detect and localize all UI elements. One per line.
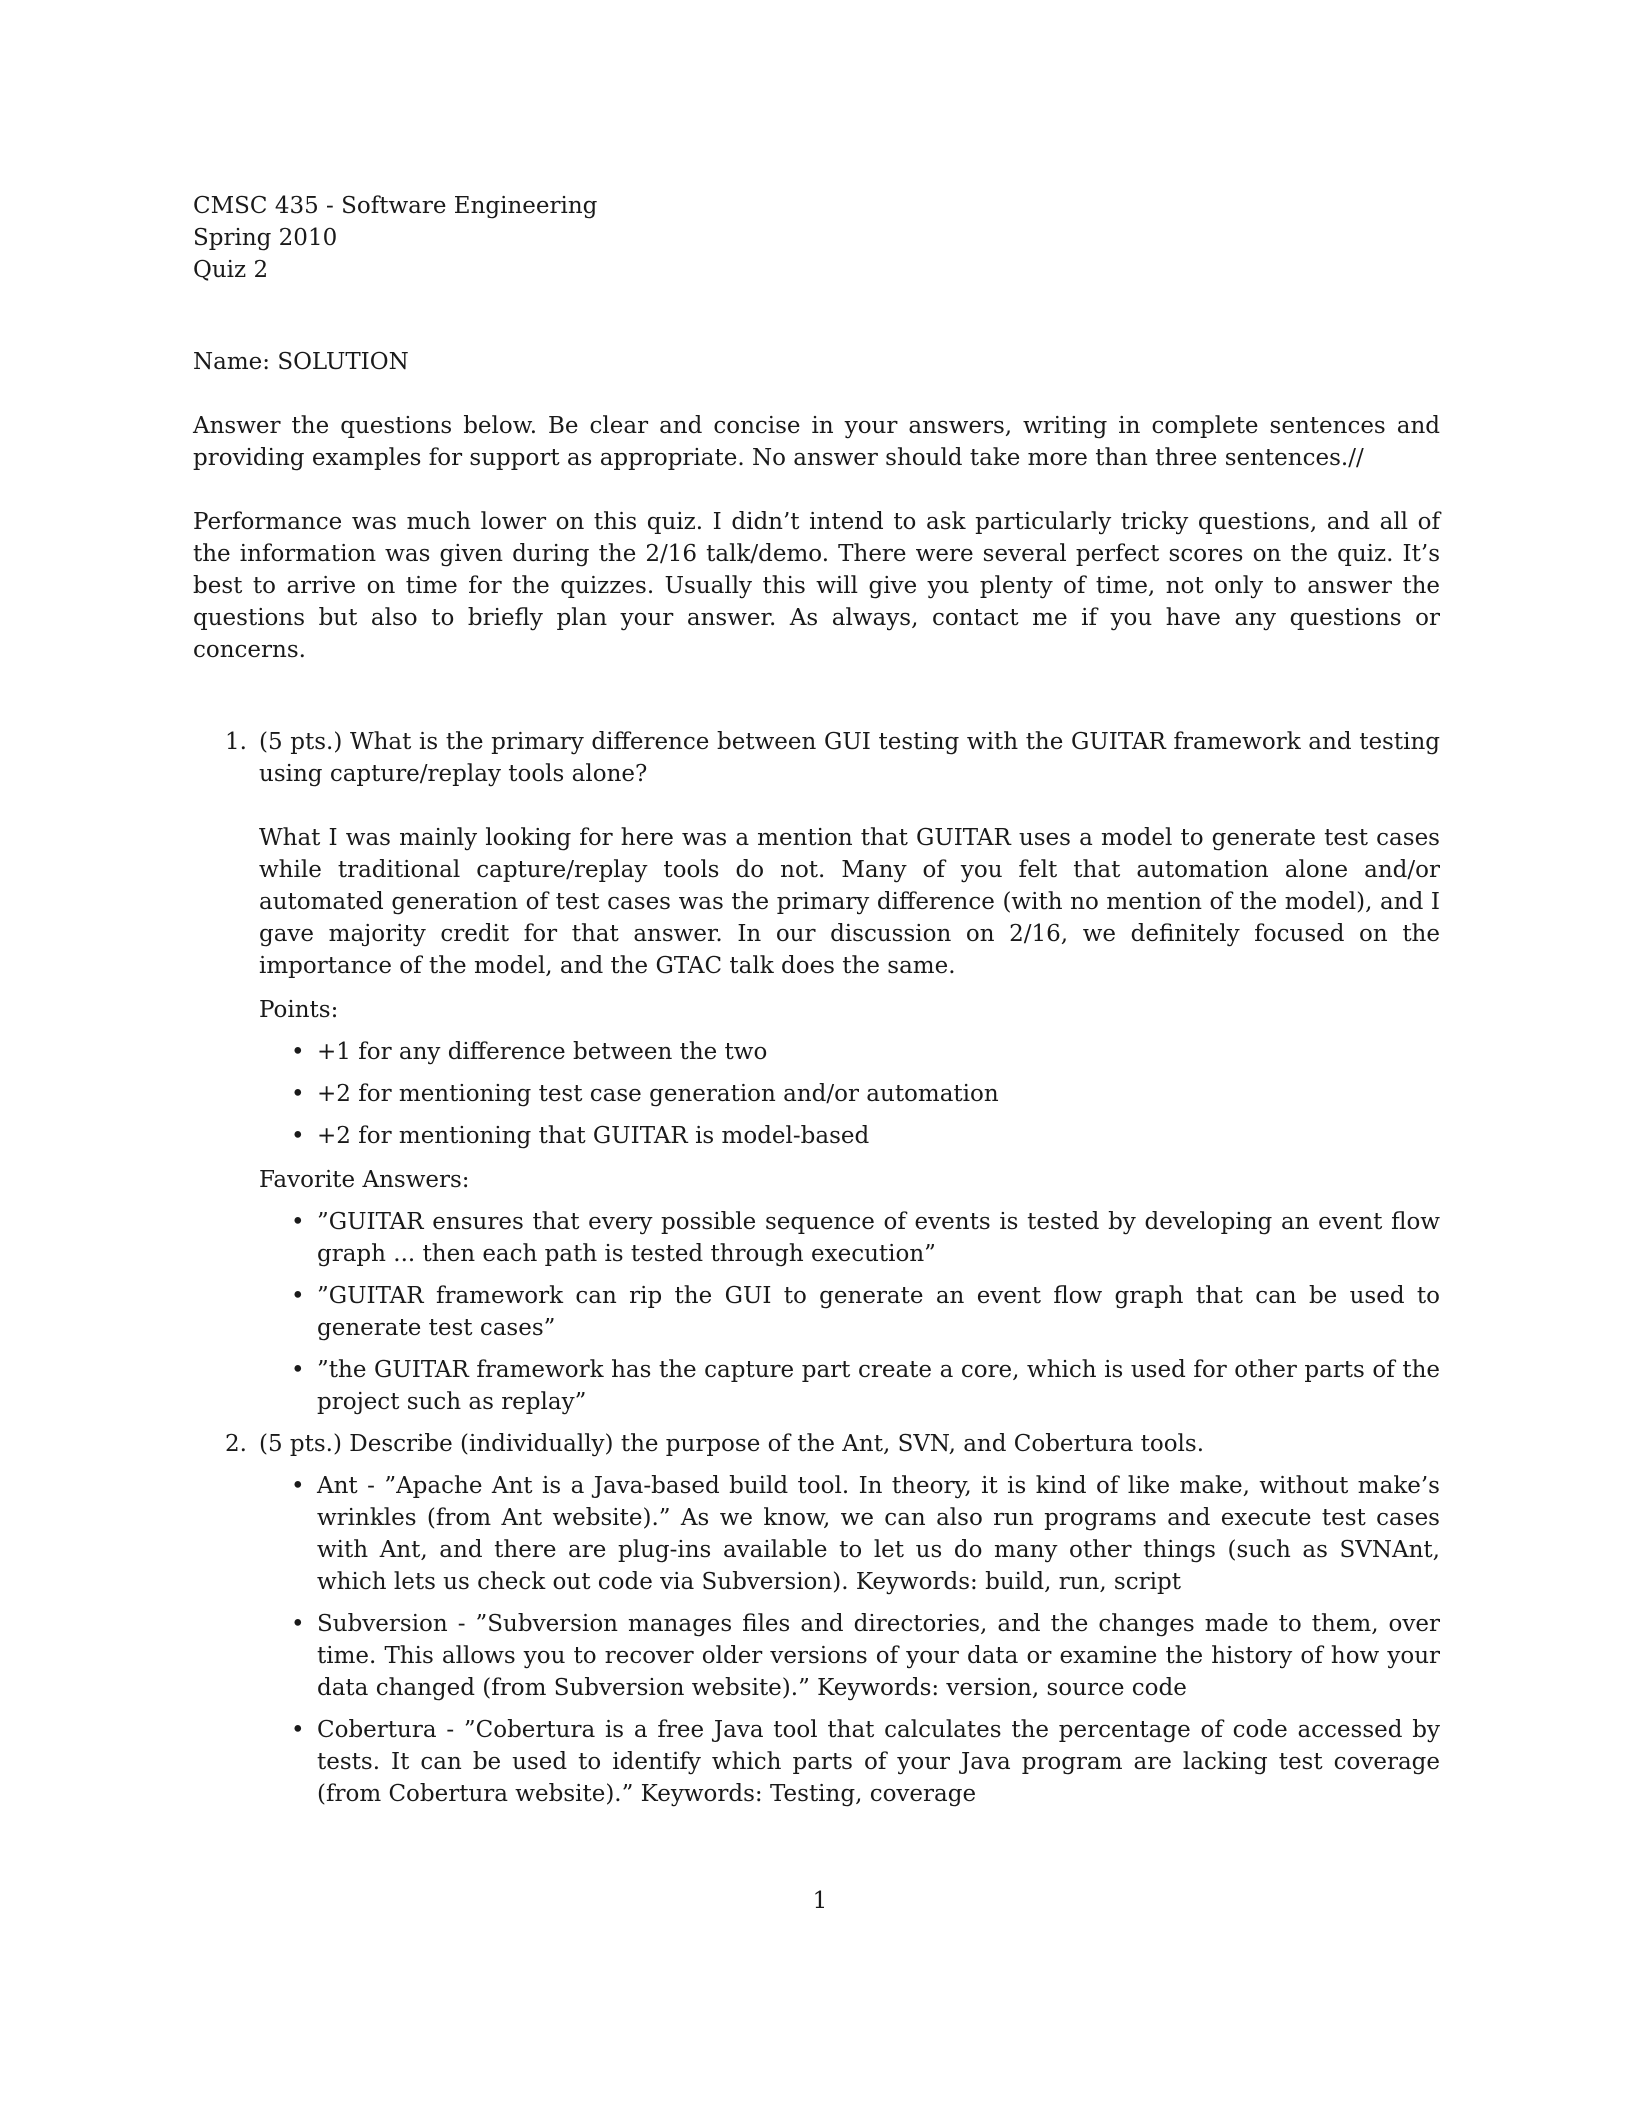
- instructions-paragraph: Answer the questions below. Be clear and concise in your answers, writing in complete sentences and providing examples for support as appropriate. No answer should take more than three sentences.//: [193, 413, 1440, 471]
- tools-list: [259, 1470, 1440, 1810]
- list-item: • ”GUITAR framework can rip the GUI to generate an event flow graph that can be used to generate test cases”: [317, 1280, 1440, 1344]
- list-item: • Ant - ”Apache Ant is a Java-based build tool. In theory, it is kind of like make, without make’s wrinkles (from Ant website).” As we know, we can also run programs and execute test cases with Ant, and there are plug-ins available to let us do many other things (such as SVNAnt, which lets us check out code via Subversion). Keywords: build, run, script: [317, 1470, 1440, 1598]
- answer-text: What I was mainly looking for here was a mention that GUITAR uses a model to generate test cases while traditional capture/replay tools do not. Many of you felt that automation alone and/or automated generation of test cases was the primary difference (with no mention of the model), and I gave majority credit for that answer. In our discussion on 2/16, we definitely focused on the importance of the model, and the GTAC talk does the same.: [259, 825, 1440, 979]
- performance-paragraph: Performance was much lower on this quiz. I didn’t intend to ask particularly tricky questions, and all of the information was given during the 2/16 talk/demo. There were several perfect scores on the quiz. It’s best to arrive on time for the quizzes. Usually this will give you plenty of time, not only to answer the questions but also to briefly plan your answer. As always, contact me if you have any questions or concerns.: [193, 509, 1440, 663]
- favorites-list: [259, 1206, 1440, 1418]
- favorites-heading: Favorite Answers:: [259, 1167, 470, 1193]
- term: Spring 2010: [193, 225, 338, 251]
- question-number: 2.: [225, 1431, 247, 1457]
- points-heading: Points:: [259, 997, 339, 1023]
- question-2: [193, 1428, 1440, 1810]
- list-item: • +2 for mentioning test case generation and/or automation: [317, 1078, 1440, 1110]
- course-title: CMSC 435 - Software Engineering: [193, 193, 598, 219]
- list-item: • ”GUITAR ensures that every possible sequence of events is tested by developing an event flow graph ... then each path is tested through execution”: [317, 1206, 1440, 1270]
- quiz-title: Quiz 2: [193, 257, 269, 283]
- list-item: • ”the GUITAR framework has the capture part create a core, which is used for other parts of the project such as replay”: [317, 1354, 1440, 1418]
- course-header: [193, 190, 1440, 286]
- points-list: [259, 1036, 1440, 1152]
- list-item: • Cobertura - ”Cobertura is a free Java tool that calculates the percentage of code accessed by tests. It can be used to identify which parts of your Java program are lacking test coverage (from Cobertura website).” Keywords: Testing, coverage: [317, 1714, 1440, 1810]
- question-text: (5 pts.) What is the primary difference between GUI testing with the GUITAR framework and testing using capture/replay tools alone?: [259, 729, 1440, 787]
- list-item: • +1 for any difference between the two: [317, 1036, 1440, 1068]
- question-number: 1.: [225, 729, 247, 755]
- question-text: (5 pts.) Describe (individually) the purpose of the Ant, SVN, and Cobertura tools.: [259, 1431, 1205, 1457]
- page-number: 1: [812, 1888, 828, 1914]
- question-1: [193, 726, 1440, 1418]
- list-item: • Subversion - ”Subversion manages files and directories, and the changes made to them, over time. This allows you to recover older versions of your data or examine the history of how your data changed (from Subversion website).” Keywords: version, source code: [317, 1608, 1440, 1704]
- list-item: • +2 for mentioning that GUITAR is model-based: [317, 1120, 1440, 1152]
- page-content: [193, 190, 1440, 1810]
- question-list: [193, 726, 1440, 1810]
- name-line: Name: SOLUTION: [193, 349, 409, 375]
